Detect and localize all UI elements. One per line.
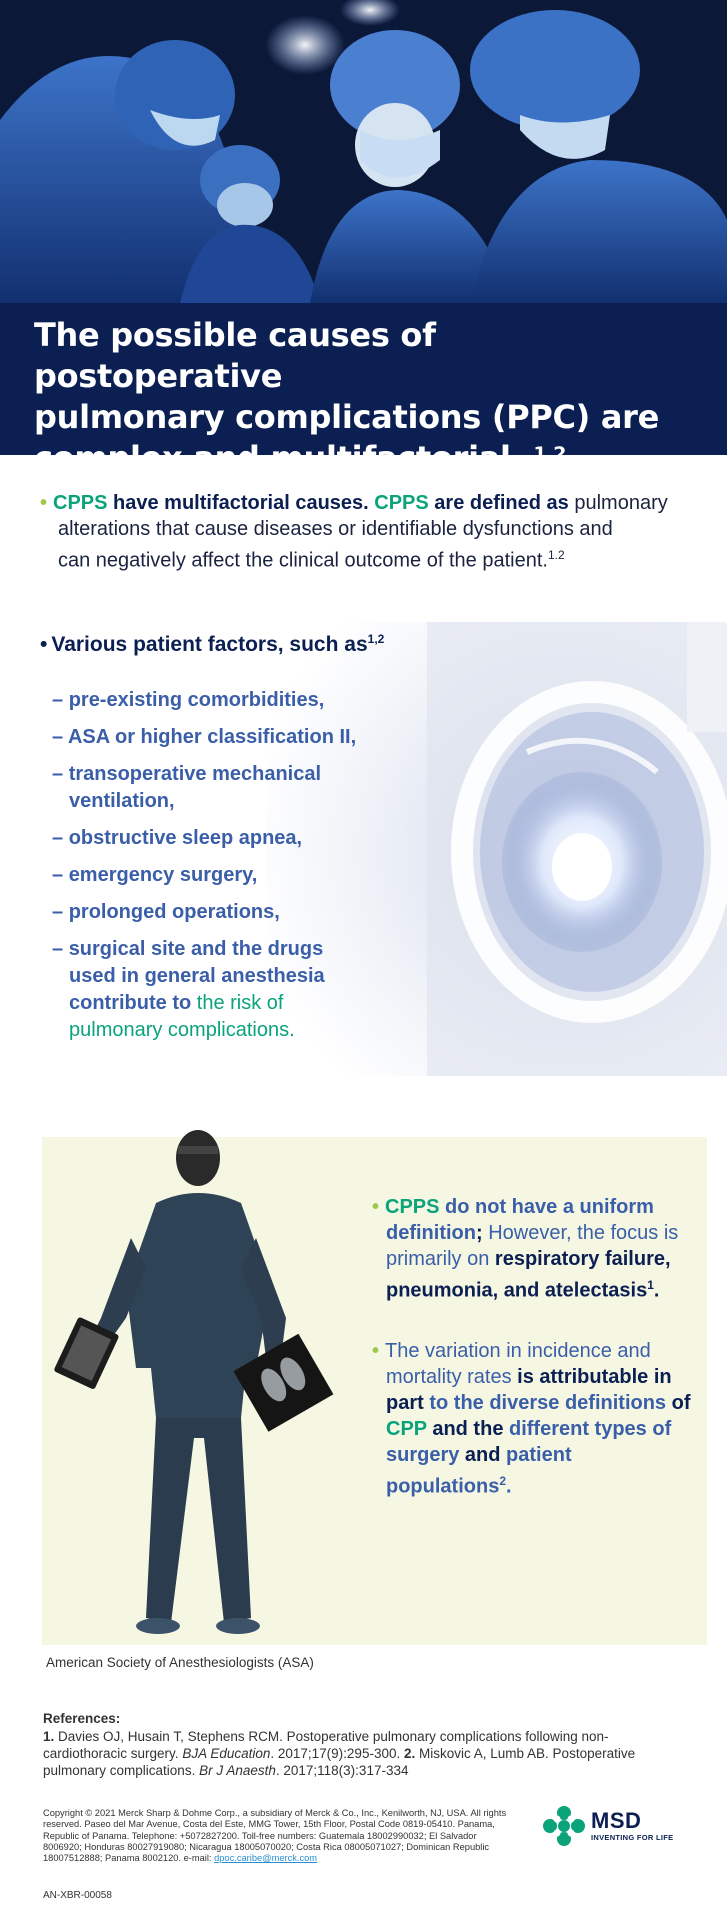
reference-2-text: Miskovic A, Lumb AB. Postoperative pulmonary complications. — [43, 1746, 636, 1778]
surgeons-illustration — [0, 0, 727, 303]
copyright-notice — [43, 1808, 513, 1864]
msd-logo — [543, 1806, 683, 1846]
def-period-2: . — [506, 1475, 512, 1498]
intro-superscript: 1.2 — [547, 548, 565, 562]
msd-logo-tagline: INVENTING FOR LIFE — [591, 1833, 674, 1842]
reference-1-journal: BJA Education — [182, 1746, 271, 1761]
def-blue-bold-3: different types of surgery — [386, 1417, 672, 1466]
intro-text-1: pulmonary — [568, 492, 668, 514]
factor-item-text: emergency surgery, — [68, 864, 258, 886]
bullet-icon: • — [40, 492, 48, 514]
factor-item-text: pre-existing comorbidities, — [68, 689, 325, 711]
def-navy-bold-2: is attributable in part — [386, 1365, 672, 1414]
def-normal-1: However, the focus is primarily on — [386, 1222, 679, 1270]
intro-cpps-term-1: CPPS — [53, 492, 108, 514]
intro-cpps-term-2: CPPS — [374, 492, 429, 514]
def-period-1: . — [653, 1279, 660, 1302]
intro-bold-1: have multifactorial causes. — [107, 492, 375, 514]
def-superscript-1: 1 — [647, 1278, 654, 1292]
references — [43, 1710, 683, 1779]
factor-item-text: transoperative mechanical ventilation, — [68, 763, 322, 812]
title-superscript: 1.2 — [533, 443, 567, 465]
list-item: – prolonged operations, — [52, 901, 280, 923]
references-heading: References: — [43, 1711, 121, 1726]
list-item: – surgical site and the drugs used in general anesthesia contribute to the risk of pulmonary complications. — [52, 938, 325, 1041]
factors-heading — [40, 632, 384, 657]
intro-paragraph — [40, 490, 700, 574]
intro-line-3 — [40, 542, 700, 574]
definition-paragraph-2 — [372, 1338, 702, 1500]
list-item: – pre-existing comorbidities, — [52, 689, 325, 711]
factor-item-text: prolonged operations, — [68, 901, 280, 923]
def-normal-2: The variation in incidence and mortality rates — [385, 1339, 651, 1388]
reference-2-number: 2. — [403, 1746, 416, 1761]
factor-item-text: ASA or higher classification II, — [67, 726, 357, 748]
def-blue-bold-1: do not have a uniform definition — [386, 1196, 654, 1244]
def-superscript-2: 2 — [499, 1473, 507, 1488]
factor-item-text: surgical site and the drugs used in general anesthesia contribute to — [68, 938, 325, 1014]
def-cpp-term: CPP — [386, 1417, 427, 1440]
def-blue-bold-2: to the diverse definitions — [423, 1391, 667, 1414]
def-blue-bold-4: patient populations — [386, 1443, 572, 1498]
definition-text — [372, 1194, 702, 1533]
factor-item-green-text: the risk of pulmonary complications. — [69, 992, 295, 1041]
reference-1-number: 1. — [43, 1729, 55, 1744]
contact-email-link[interactable]: dpoc.caribe@merck.com — [214, 1853, 318, 1864]
intro-line-1 — [40, 490, 700, 516]
doctor-silhouette-illustration — [46, 1118, 346, 1645]
reference-1-text: Davies OJ, Husain T, Stephens RCM. Postoperative pulmonary complications following non-cardiothoracic surgery. — [43, 1729, 609, 1761]
def-navy-bold-3: of — [666, 1391, 691, 1414]
list-item: – emergency surgery, — [52, 864, 258, 886]
title-line-1: The possible causes of postoperative — [34, 316, 436, 395]
msd-logo-icon — [543, 1806, 585, 1846]
intro-bold-2: are defined as — [428, 492, 569, 514]
hero-surgeons-photo — [0, 0, 727, 303]
def-navy-bold-5: and — [459, 1443, 507, 1466]
title-band — [0, 303, 727, 477]
list-item: – ASA or higher classification II, — [52, 726, 357, 748]
patient-factors-section — [0, 622, 727, 1076]
copyright-text: Copyright © 2021 Merck Sharp & Dohme Corp., a subsidiary of Merck & Co., Inc., Kenilworth, NJ, USA. All rights reserved. Paseo del Mar Avenue, Costa del Este, MMG Tower, 15th Floor, Postal Code 0819-05410. Panama, Republic of Panama. Telephone: +5072827200. Toll-free numbers: Guatemala 18002990032; El Salvador 8006920; Honduras 80027919080; Nicaragua 18005070020; Costa Rica 08005071027; Dominican Republic 18007512888; Panama 8002120. e-mail: — [43, 1808, 507, 1864]
asa-footnote: American Society of Anesthesiologists (ASA) — [46, 1655, 314, 1670]
factors-list — [52, 687, 372, 1054]
reference-2-tail: . 2017;118(3):317-334 — [275, 1763, 409, 1778]
definition-paragraph-1 — [372, 1194, 702, 1304]
msd-logo-word: MSD — [591, 1808, 642, 1833]
def-cpps-term: CPPS — [385, 1196, 440, 1218]
def-navy-bold-4: and the — [426, 1417, 509, 1440]
title-line-3: complex and multifactorial. — [34, 439, 523, 477]
factors-heading-superscript: 1,2 — [367, 632, 385, 646]
document-code: AN-XBR-00058 — [43, 1890, 112, 1901]
list-item: – transoperative mechanical ventilation, — [52, 763, 322, 812]
page-title — [34, 315, 693, 479]
factors-heading-text: Various patient factors, such as — [51, 633, 368, 656]
bullet-icon: • — [372, 1196, 380, 1218]
def-semicolon: ; — [475, 1222, 483, 1244]
intro-line-3-text: can negatively affect the clinical outcome of the patient. — [58, 549, 548, 572]
factor-item-text: obstructive sleep apnea, — [68, 827, 303, 849]
reference-1-tail: . 2017;17(9):295-300. — [270, 1746, 404, 1761]
list-item: – obstructive sleep apnea, — [52, 827, 303, 849]
reference-2-journal: Br J Anaesth — [199, 1763, 276, 1778]
def-navy-bold-1: respiratory failure, pneumonia, and atelectasis — [386, 1248, 671, 1302]
bullet-icon: • — [372, 1339, 380, 1362]
intro-line-2: alterations that cause diseases or identifiable dysfunctions and — [58, 518, 613, 540]
title-line-2: pulmonary complications (PPC) are — [34, 398, 660, 436]
bullet-icon: • — [40, 633, 48, 656]
